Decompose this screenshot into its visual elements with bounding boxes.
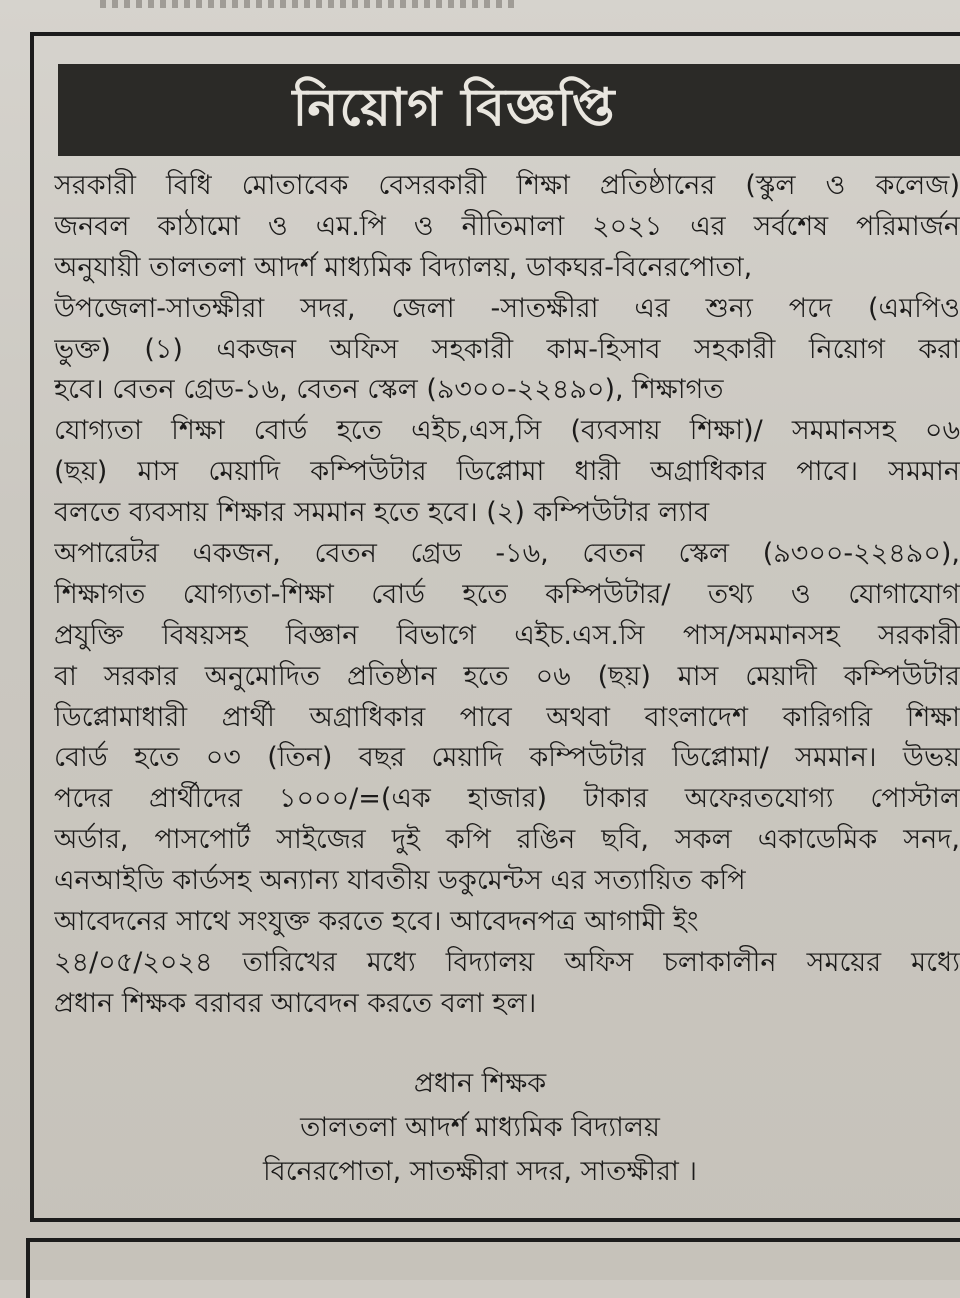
body-line: (ছয়) মাস মেয়াদি কম্পিউটার ডিপ্লোমা ধারী অগ্রাধিকার পাবে। সমমান: [54, 456, 960, 488]
body-line: আবেদনের সাথে সংযুক্ত করতে হবে। আবেদনপত্র আগামী ইং: [54, 906, 699, 938]
signature-block: [150, 1062, 810, 1194]
body-line: যোগ্যতা শিক্ষা বোর্ড হতে এইচ,এস,সি (ব্যবসায় শিক্ষা)/ সমমানসহ ০৬: [54, 415, 960, 447]
body-line: সরকারী বিধি মোতাবেক বেসরকারী শিক্ষা প্রতিষ্ঠানের (স্কুল ও কলেজ): [54, 170, 960, 201]
body-line: অপারেটর একজন, বেতন গ্রেড -১৬, বেতন স্কেল (৯৩০০-২২৪৯০),: [54, 538, 960, 570]
body-line: প্রযুক্তি বিষয়সহ বিজ্ঞান বিভাগে এইচ.এস.সি পাস/সমমানসহ সরকারী: [54, 619, 960, 651]
next-ad-border: [26, 1238, 960, 1298]
body-line: জনবল কাঠামো ও এম.পি ও নীতিমালা ২০২১ এর সর্বশেষ পরিমার্জন: [54, 210, 960, 242]
body-line: ২৪/০৫/২০২৪ তারিখের মধ্যে বিদ্যালয় অফিস চলাকালীন সময়ের মধ্যে: [54, 946, 960, 978]
signatory-designation: প্রধান শিক্ষক: [413, 1068, 547, 1099]
notice-body: [54, 166, 960, 1025]
body-line: অনুযায়ী তালতলা আদর্শ মাধ্যমিক বিদ্যালয়, ডাকঘর-বিনেরপোতা,: [54, 251, 753, 283]
body-line: ভুক্ত) (১) একজন অফিস সহকারী কাম-হিসাব সহকারী নিয়োগ করা: [54, 333, 960, 365]
body-line: বোর্ড হতে ০৩ (তিন) বছর মেয়াদি কম্পিউটার ডিপ্লোমা/ সমমান। উভয়: [54, 742, 960, 774]
notice-header: [58, 64, 960, 156]
body-line: অর্ডার, পাসপোর্ট সাইজের দুই কপি রঙিন ছবি, সকল একাডেমিক সনদ,: [54, 824, 960, 856]
institution-address: বিনেরপোতা, সাতক্ষীরা সদর, সাতক্ষীরা ।: [262, 1156, 698, 1187]
body-line: এনআইডি কার্ডসহ অন্যান্য যাবতীয় ডকুমেন্টস এর সত্যায়িত কপি: [54, 865, 746, 897]
body-line: উপজেলা-সাতক্ষীরা সদর, জেলা -সাতক্ষীরা এর শুন্য পদে (এমপিও: [54, 292, 960, 324]
body-line: হবে। বেতন গ্রেড-১৬, বেতন স্কেল (৯৩০০-২২৪৯০), শিক্ষাগত: [54, 374, 724, 406]
previous-column-edge: [100, 0, 520, 8]
body-line: প্রধান শিক্ষক বরাবর আবেদন করতে বলা হল।: [54, 987, 537, 1019]
body-line: পদের প্রার্থীদের ১০০০/=(এক হাজার) টাকার অফেরতযোগ্য পোস্টাল: [54, 783, 960, 815]
body-line: বা সরকার অনুমোদিত প্রতিষ্ঠান হতে ০৬ (ছয়) মাস মেয়াদী কম্পিউটার: [54, 660, 960, 692]
notice-title: নিয়োগ বিজ্ঞপ্তি: [292, 77, 616, 138]
institution-name: তালতলা আদর্শ মাধ্যমিক বিদ্যালয়: [300, 1112, 660, 1143]
body-line: শিক্ষাগত যোগ্যতা-শিক্ষা বোর্ড হতে কম্পিউটার/ তথ্য ও যোগাযোগ: [54, 578, 960, 610]
body-line: বলতে ব্যবসায় শিক্ষার সমমান হতে হবে। (২) কম্পিউটার ল্যাব: [54, 497, 710, 529]
body-line: ডিপ্লোমাধারী প্রার্থী অগ্রাধিকার পাবে অথবা বাংলাদেশ কারিগরি শিক্ষা: [54, 701, 960, 733]
